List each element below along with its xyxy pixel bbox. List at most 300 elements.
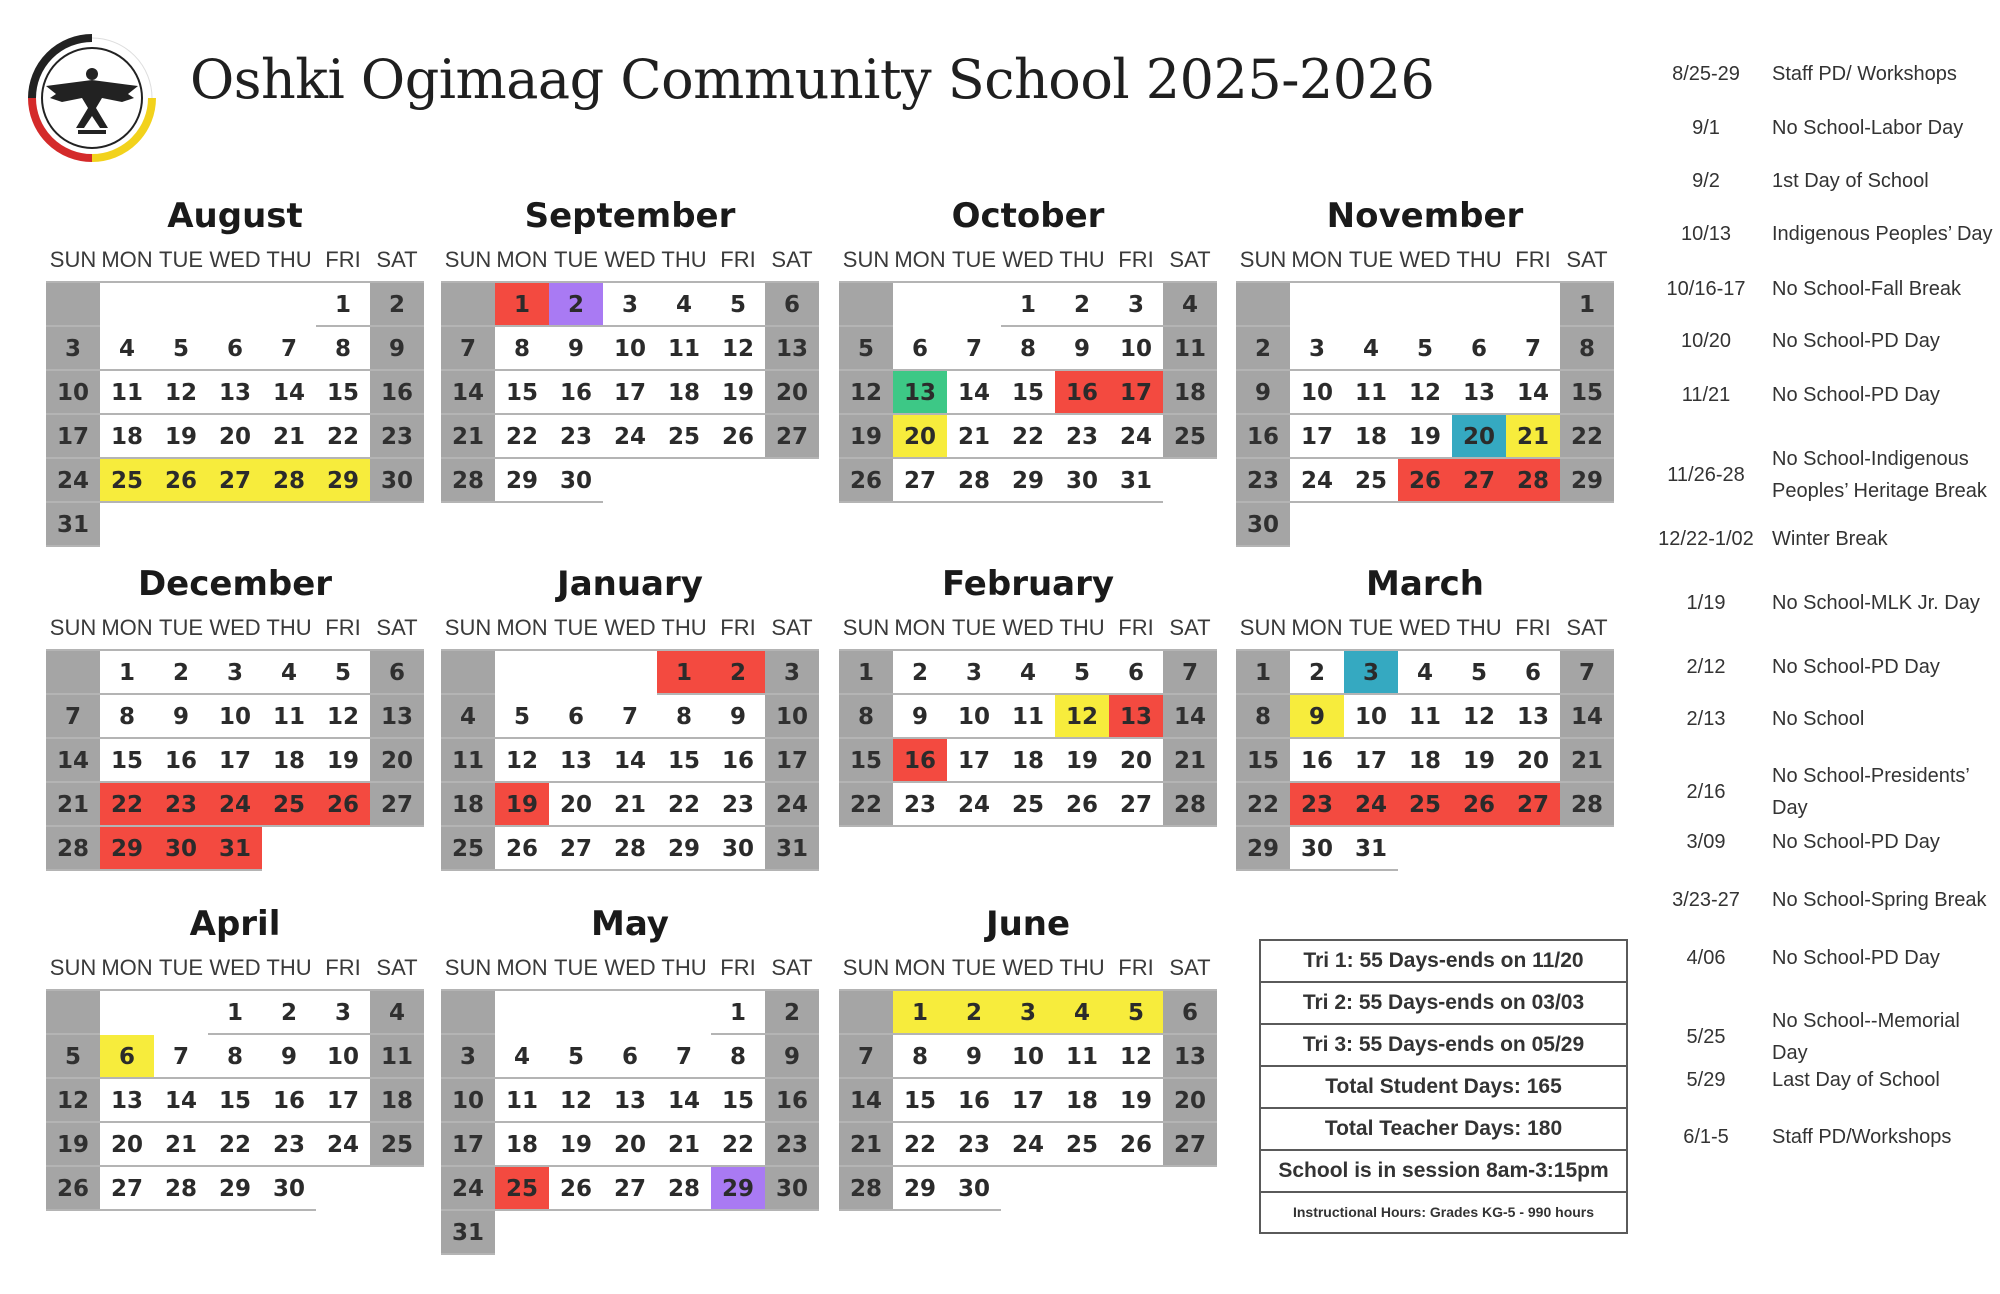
empty-cell bbox=[1398, 827, 1452, 871]
day-cell: 30 bbox=[1290, 827, 1344, 871]
day-cell: 6 bbox=[100, 1035, 154, 1079]
day-cell: 26 bbox=[549, 1167, 603, 1211]
day-cell: 29 bbox=[100, 827, 154, 871]
day-cell: 16 bbox=[893, 739, 947, 783]
empty-cell bbox=[370, 827, 424, 871]
day-cell: 4 bbox=[657, 283, 711, 327]
weekday-label: SAT bbox=[1169, 247, 1211, 272]
day-cell: 13 bbox=[100, 1079, 154, 1123]
day-cell: 2 bbox=[1055, 283, 1109, 327]
day-cell: 17 bbox=[316, 1079, 370, 1123]
weekday-label: SAT bbox=[376, 955, 418, 980]
day-cell: 30 bbox=[1055, 459, 1109, 503]
summary-teacher-days: Total Teacher Days: 180 bbox=[1261, 1109, 1626, 1151]
day-cell: 29 bbox=[893, 1167, 947, 1211]
day-cell: 20 bbox=[1109, 739, 1163, 783]
weekday-label: THU bbox=[661, 247, 707, 272]
day-cell: 24 bbox=[208, 783, 262, 827]
day-cell: 7 bbox=[262, 327, 316, 371]
day-cell: 7 bbox=[1506, 327, 1560, 371]
day-cell: 26 bbox=[495, 827, 549, 871]
day-cell: 30 bbox=[370, 459, 424, 503]
event-description: No School-Spring Break bbox=[1772, 889, 1987, 911]
calendar-grid bbox=[46, 649, 424, 871]
summary-student-days: Total Student Days: 165 bbox=[1261, 1067, 1626, 1109]
day-cell: 21 bbox=[947, 415, 1001, 459]
event-item bbox=[1640, 218, 2000, 250]
day-cell: 12 bbox=[1452, 695, 1506, 739]
empty-cell bbox=[603, 991, 657, 1035]
day-cell: 4 bbox=[495, 1035, 549, 1079]
day-cell: 6 bbox=[893, 327, 947, 371]
weekday-label: FRI bbox=[1118, 955, 1154, 980]
day-cell: 9 bbox=[262, 1035, 316, 1079]
day-cell: 27 bbox=[100, 1167, 154, 1211]
day-cell: 24 bbox=[1344, 783, 1398, 827]
day-cell: 17 bbox=[208, 739, 262, 783]
weekday-label: FRI bbox=[325, 615, 361, 640]
day-cell: 1 bbox=[893, 991, 947, 1035]
weekday-label: SUN bbox=[842, 615, 890, 640]
weekday-header bbox=[46, 607, 424, 649]
day-cell: 3 bbox=[208, 651, 262, 695]
month-january bbox=[441, 561, 819, 871]
empty-cell bbox=[711, 1211, 765, 1255]
day-cell: 11 bbox=[441, 739, 495, 783]
day-cell: 15 bbox=[1001, 371, 1055, 415]
day-cell: 12 bbox=[711, 327, 765, 371]
day-cell: 31 bbox=[441, 1211, 495, 1255]
day-cell: 4 bbox=[441, 695, 495, 739]
day-cell: 13 bbox=[370, 695, 424, 739]
day-cell: 3 bbox=[1290, 327, 1344, 371]
day-cell: 24 bbox=[316, 1123, 370, 1167]
day-cell: 4 bbox=[1055, 991, 1109, 1035]
month-name: October bbox=[951, 196, 1105, 236]
day-cell: 16 bbox=[1290, 739, 1344, 783]
weekday-label: WED bbox=[604, 615, 656, 640]
day-cell: 29 bbox=[1001, 459, 1055, 503]
day-cell: 26 bbox=[316, 783, 370, 827]
day-cell: 9 bbox=[711, 695, 765, 739]
day-cell: 21 bbox=[1506, 415, 1560, 459]
empty-cell bbox=[100, 503, 154, 547]
weekday-label: SUN bbox=[842, 247, 890, 272]
day-cell: 7 bbox=[1163, 651, 1217, 695]
day-cell: 2 bbox=[154, 651, 208, 695]
day-cell: 8 bbox=[1236, 695, 1290, 739]
month-name: January bbox=[557, 564, 703, 604]
day-cell: 20 bbox=[549, 783, 603, 827]
day-cell: 3 bbox=[1001, 991, 1055, 1035]
day-cell: 13 bbox=[603, 1079, 657, 1123]
day-cell: 28 bbox=[441, 459, 495, 503]
day-cell: 20 bbox=[100, 1123, 154, 1167]
day-cell: 5 bbox=[1398, 327, 1452, 371]
weekday-label: TUE bbox=[159, 955, 203, 980]
day-cell: 22 bbox=[657, 783, 711, 827]
day-cell: 25 bbox=[1001, 783, 1055, 827]
weekday-label: THU bbox=[661, 615, 707, 640]
day-cell: 30 bbox=[262, 1167, 316, 1211]
weekday-header bbox=[441, 607, 819, 649]
day-cell: 17 bbox=[46, 415, 100, 459]
day-cell: 30 bbox=[154, 827, 208, 871]
weekday-label: WED bbox=[604, 955, 656, 980]
day-cell: 28 bbox=[154, 1167, 208, 1211]
day-cell: 15 bbox=[711, 1079, 765, 1123]
event-description: No School-Labor Day bbox=[1772, 117, 1964, 139]
day-cell: 22 bbox=[316, 415, 370, 459]
weekday-label: SUN bbox=[1239, 247, 1287, 272]
empty-cell bbox=[1398, 283, 1452, 327]
day-cell: 19 bbox=[1109, 1079, 1163, 1123]
event-description: No School-MLK Jr. Day bbox=[1772, 592, 1980, 614]
month-name: November bbox=[1326, 196, 1524, 236]
event-description: No School-PD Day bbox=[1772, 384, 1940, 406]
event-description: No School-PD Day bbox=[1772, 330, 1940, 352]
day-cell: 3 bbox=[765, 651, 819, 695]
empty-cell bbox=[1506, 503, 1560, 547]
day-cell: 9 bbox=[893, 695, 947, 739]
day-cell: 18 bbox=[441, 783, 495, 827]
day-cell: 15 bbox=[495, 371, 549, 415]
day-cell: 18 bbox=[495, 1123, 549, 1167]
day-cell: 24 bbox=[441, 1167, 495, 1211]
thunderbird-logo-icon bbox=[22, 28, 162, 168]
day-cell: 22 bbox=[495, 415, 549, 459]
day-cell: 22 bbox=[1560, 415, 1614, 459]
day-cell: 11 bbox=[1001, 695, 1055, 739]
event-description: No School-Presidents’ Day bbox=[1772, 765, 1970, 819]
month-february bbox=[839, 561, 1217, 827]
day-cell: 23 bbox=[947, 1123, 1001, 1167]
day-cell: 31 bbox=[208, 827, 262, 871]
day-cell: 18 bbox=[100, 415, 154, 459]
event-date: 10/16-17 bbox=[1666, 277, 1746, 300]
weekday-header bbox=[1236, 607, 1614, 649]
event-item bbox=[1640, 1121, 2000, 1153]
calendar-grid bbox=[46, 281, 424, 547]
day-cell: 12 bbox=[1055, 695, 1109, 739]
weekday-header bbox=[1236, 239, 1614, 281]
day-cell: 23 bbox=[1055, 415, 1109, 459]
empty-cell bbox=[1560, 827, 1614, 871]
event-item bbox=[1640, 587, 2000, 619]
month-december bbox=[46, 561, 424, 871]
day-cell: 29 bbox=[1560, 459, 1614, 503]
empty-cell bbox=[603, 459, 657, 503]
empty-weekend-cell bbox=[839, 991, 893, 1035]
day-cell: 20 bbox=[1506, 739, 1560, 783]
weekday-label: SUN bbox=[49, 955, 97, 980]
weekday-label: SAT bbox=[771, 615, 813, 640]
weekday-label: FRI bbox=[1118, 247, 1154, 272]
weekday-label: SUN bbox=[49, 615, 97, 640]
empty-cell bbox=[657, 991, 711, 1035]
day-cell: 5 bbox=[711, 283, 765, 327]
day-cell: 31 bbox=[765, 827, 819, 871]
day-cell: 26 bbox=[1109, 1123, 1163, 1167]
weekday-label: FRI bbox=[1118, 615, 1154, 640]
calendar-grid bbox=[441, 649, 819, 871]
day-cell: 24 bbox=[1290, 459, 1344, 503]
empty-cell bbox=[1163, 1167, 1217, 1211]
weekday-label: THU bbox=[1456, 247, 1502, 272]
day-cell: 31 bbox=[1109, 459, 1163, 503]
weekday-label: FRI bbox=[1515, 247, 1551, 272]
day-cell: 12 bbox=[495, 739, 549, 783]
weekday-label: WED bbox=[604, 247, 656, 272]
empty-cell bbox=[893, 283, 947, 327]
day-cell: 27 bbox=[765, 415, 819, 459]
day-cell: 24 bbox=[46, 459, 100, 503]
day-cell: 7 bbox=[154, 1035, 208, 1079]
day-cell: 8 bbox=[1001, 327, 1055, 371]
weekday-label: SUN bbox=[444, 955, 492, 980]
day-cell: 27 bbox=[603, 1167, 657, 1211]
day-cell: 22 bbox=[839, 783, 893, 827]
day-cell: 4 bbox=[1344, 327, 1398, 371]
empty-cell bbox=[316, 503, 370, 547]
day-cell: 14 bbox=[1163, 695, 1217, 739]
weekday-label: SUN bbox=[444, 247, 492, 272]
day-cell: 27 bbox=[893, 459, 947, 503]
event-description: Staff PD/Workshops bbox=[1772, 1126, 1952, 1148]
day-cell: 2 bbox=[1290, 651, 1344, 695]
day-cell: 17 bbox=[603, 371, 657, 415]
day-cell: 13 bbox=[208, 371, 262, 415]
empty-weekend-cell bbox=[441, 651, 495, 695]
event-item bbox=[1640, 651, 2000, 683]
event-date: 3/09 bbox=[1686, 830, 1726, 853]
day-cell: 29 bbox=[711, 1167, 765, 1211]
day-cell: 18 bbox=[1163, 371, 1217, 415]
weekday-label: SUN bbox=[1239, 615, 1287, 640]
day-cell: 29 bbox=[208, 1167, 262, 1211]
day-cell: 25 bbox=[262, 783, 316, 827]
weekday-label: THU bbox=[1456, 615, 1502, 640]
day-cell: 2 bbox=[370, 283, 424, 327]
month-october bbox=[839, 193, 1217, 503]
day-cell: 11 bbox=[100, 371, 154, 415]
day-cell: 7 bbox=[441, 327, 495, 371]
calendar-grid bbox=[839, 989, 1217, 1211]
day-cell: 14 bbox=[1560, 695, 1614, 739]
day-cell: 30 bbox=[765, 1167, 819, 1211]
day-cell: 22 bbox=[208, 1123, 262, 1167]
day-cell: 27 bbox=[1506, 783, 1560, 827]
weekday-label: MON bbox=[101, 955, 153, 980]
empty-weekend-cell bbox=[1236, 283, 1290, 327]
day-cell: 11 bbox=[262, 695, 316, 739]
day-cell: 12 bbox=[46, 1079, 100, 1123]
day-cell: 6 bbox=[1506, 651, 1560, 695]
weekday-label: MON bbox=[1291, 615, 1343, 640]
day-cell: 25 bbox=[441, 827, 495, 871]
empty-cell bbox=[711, 459, 765, 503]
empty-cell bbox=[316, 827, 370, 871]
day-cell: 21 bbox=[603, 783, 657, 827]
day-cell: 12 bbox=[839, 371, 893, 415]
day-cell: 13 bbox=[1109, 695, 1163, 739]
weekday-label: WED bbox=[1399, 615, 1451, 640]
day-cell: 1 bbox=[839, 651, 893, 695]
weekday-label: WED bbox=[1002, 955, 1054, 980]
day-cell: 20 bbox=[370, 739, 424, 783]
month-name: May bbox=[591, 904, 669, 944]
day-cell: 7 bbox=[603, 695, 657, 739]
day-cell: 31 bbox=[46, 503, 100, 547]
day-cell: 25 bbox=[495, 1167, 549, 1211]
day-cell: 27 bbox=[549, 827, 603, 871]
event-description: No School bbox=[1772, 708, 1865, 730]
day-cell: 11 bbox=[657, 327, 711, 371]
day-cell: 11 bbox=[1055, 1035, 1109, 1079]
day-cell: 18 bbox=[657, 371, 711, 415]
empty-cell bbox=[765, 459, 819, 503]
empty-cell bbox=[370, 1167, 424, 1211]
day-cell: 23 bbox=[549, 415, 603, 459]
day-cell: 2 bbox=[1236, 327, 1290, 371]
day-cell: 23 bbox=[711, 783, 765, 827]
day-cell: 12 bbox=[1109, 1035, 1163, 1079]
day-cell: 22 bbox=[1001, 415, 1055, 459]
calendar-grid bbox=[1236, 281, 1614, 547]
day-cell: 9 bbox=[1290, 695, 1344, 739]
weekday-label: MON bbox=[101, 247, 153, 272]
day-cell: 18 bbox=[1398, 739, 1452, 783]
day-cell: 1 bbox=[1001, 283, 1055, 327]
day-cell: 26 bbox=[1452, 783, 1506, 827]
summary-trimester-3: Tri 3: 55 Days-ends on 05/29 bbox=[1261, 1025, 1626, 1067]
day-cell: 18 bbox=[1344, 415, 1398, 459]
day-cell: 19 bbox=[46, 1123, 100, 1167]
weekday-label: SAT bbox=[376, 247, 418, 272]
month-april bbox=[46, 901, 424, 1211]
day-cell: 5 bbox=[1055, 651, 1109, 695]
day-cell: 19 bbox=[495, 783, 549, 827]
day-cell: 28 bbox=[657, 1167, 711, 1211]
day-cell: 4 bbox=[262, 651, 316, 695]
day-cell: 13 bbox=[1163, 1035, 1217, 1079]
day-cell: 7 bbox=[657, 1035, 711, 1079]
event-item bbox=[1640, 325, 2000, 357]
day-cell: 1 bbox=[316, 283, 370, 327]
day-cell: 11 bbox=[1344, 371, 1398, 415]
day-cell: 23 bbox=[1236, 459, 1290, 503]
weekday-header bbox=[839, 947, 1217, 989]
empty-weekend-cell bbox=[46, 283, 100, 327]
day-cell: 8 bbox=[657, 695, 711, 739]
day-cell: 18 bbox=[1001, 739, 1055, 783]
day-cell: 6 bbox=[1163, 991, 1217, 1035]
month-name: April bbox=[189, 904, 281, 944]
day-cell: 10 bbox=[46, 371, 100, 415]
day-cell: 11 bbox=[370, 1035, 424, 1079]
day-cell: 23 bbox=[154, 783, 208, 827]
weekday-label: WED bbox=[209, 955, 261, 980]
page-title: Oshki Ogimaag Community School 2025-2026 bbox=[190, 48, 1435, 111]
day-cell: 3 bbox=[441, 1035, 495, 1079]
weekday-label: SAT bbox=[771, 955, 813, 980]
day-cell: 10 bbox=[603, 327, 657, 371]
calendar-grid bbox=[46, 989, 424, 1211]
day-cell: 5 bbox=[1452, 651, 1506, 695]
day-cell: 4 bbox=[370, 991, 424, 1035]
day-cell: 16 bbox=[765, 1079, 819, 1123]
day-cell: 6 bbox=[370, 651, 424, 695]
weekday-label: TUE bbox=[1349, 247, 1393, 272]
day-cell: 13 bbox=[765, 327, 819, 371]
day-cell: 5 bbox=[839, 327, 893, 371]
day-cell: 19 bbox=[1398, 415, 1452, 459]
day-cell: 2 bbox=[893, 651, 947, 695]
day-cell: 18 bbox=[370, 1079, 424, 1123]
day-cell: 10 bbox=[1109, 327, 1163, 371]
day-cell: 25 bbox=[100, 459, 154, 503]
empty-cell bbox=[603, 651, 657, 695]
day-cell: 15 bbox=[657, 739, 711, 783]
weekday-label: MON bbox=[496, 247, 548, 272]
weekday-label: THU bbox=[266, 247, 312, 272]
event-description: No School-Indigenous Peoples’ Heritage Break bbox=[1772, 448, 1987, 502]
day-cell: 5 bbox=[495, 695, 549, 739]
day-cell: 25 bbox=[1344, 459, 1398, 503]
day-cell: 10 bbox=[441, 1079, 495, 1123]
empty-cell bbox=[657, 459, 711, 503]
empty-cell bbox=[1290, 283, 1344, 327]
day-cell: 3 bbox=[316, 991, 370, 1035]
empty-cell bbox=[100, 991, 154, 1035]
empty-weekend-cell bbox=[441, 283, 495, 327]
day-cell: 16 bbox=[154, 739, 208, 783]
day-cell: 6 bbox=[765, 283, 819, 327]
day-cell: 10 bbox=[1290, 371, 1344, 415]
weekday-label: MON bbox=[894, 955, 946, 980]
weekday-label: THU bbox=[1059, 955, 1105, 980]
empty-cell bbox=[1506, 283, 1560, 327]
day-cell: 20 bbox=[765, 371, 819, 415]
day-cell: 16 bbox=[947, 1079, 1001, 1123]
event-item bbox=[1640, 443, 2000, 507]
weekday-label: THU bbox=[266, 955, 312, 980]
weekday-label: SAT bbox=[376, 615, 418, 640]
event-description: Indigenous Peoples’ Day bbox=[1772, 223, 1993, 245]
day-cell: 13 bbox=[893, 371, 947, 415]
day-cell: 15 bbox=[208, 1079, 262, 1123]
day-cell: 24 bbox=[1109, 415, 1163, 459]
day-cell: 5 bbox=[1109, 991, 1163, 1035]
weekday-label: TUE bbox=[952, 247, 996, 272]
weekday-label: SAT bbox=[1169, 615, 1211, 640]
day-cell: 9 bbox=[765, 1035, 819, 1079]
day-cell: 29 bbox=[1236, 827, 1290, 871]
day-cell: 7 bbox=[947, 327, 1001, 371]
weekday-header bbox=[441, 239, 819, 281]
weekday-label: WED bbox=[209, 247, 261, 272]
day-cell: 8 bbox=[208, 1035, 262, 1079]
day-cell: 29 bbox=[657, 827, 711, 871]
empty-cell bbox=[549, 1211, 603, 1255]
month-november bbox=[1236, 193, 1614, 547]
day-cell: 11 bbox=[1163, 327, 1217, 371]
day-cell: 17 bbox=[441, 1123, 495, 1167]
event-date: 9/2 bbox=[1692, 169, 1720, 192]
day-cell: 21 bbox=[154, 1123, 208, 1167]
weekday-label: MON bbox=[496, 955, 548, 980]
weekday-label: FRI bbox=[720, 955, 756, 980]
